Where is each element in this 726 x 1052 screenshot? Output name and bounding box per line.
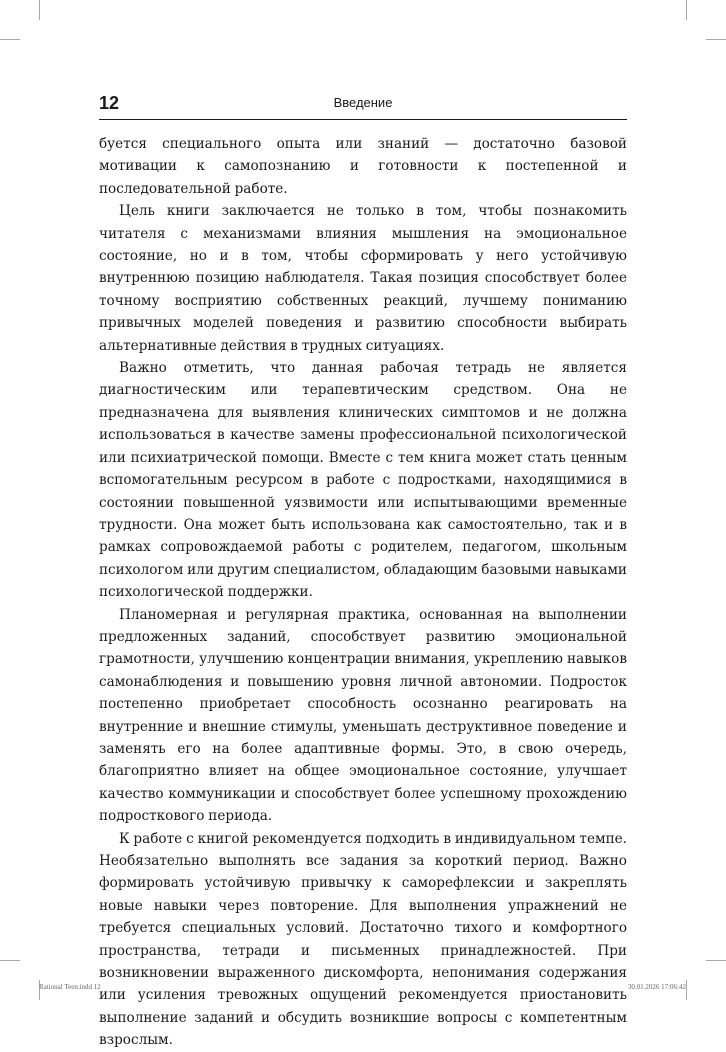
footer-file-info: Rational Teen.indd 12 bbox=[39, 983, 101, 991]
body-text bbox=[99, 133, 627, 1052]
crop-mark bbox=[706, 39, 726, 40]
page-header bbox=[99, 92, 627, 114]
crop-mark bbox=[686, 0, 687, 20]
running-title: Введение bbox=[333, 95, 393, 110]
crop-mark bbox=[0, 960, 20, 961]
paragraph: Планомерная и регулярная практика, основанная на выполнении предложенных заданий, способствует развитию эмоциональной грамотности, улучшению концентрации внимания, укреплению навыков самонаблюдения и повышению уровня личной автономии. Подросток постепенно приобретает способность осознанно реагировать на внутренние и внешние стимулы, уменьшать деструктивное поведение и заменять его на более адаптивные формы. Это, в свою очередь, благоприятно влияет на общее эмоциональное состояние, улучшает качество коммуникации и способствует более успешному прохождению подросткового периода. bbox=[99, 606, 627, 825]
paragraph-continuation: буется специального опыта или знаний — достаточно базовой мотивации к самопознанию и готовности к постепенной и последовательной работе. bbox=[99, 136, 627, 197]
paragraph: Цель книги заключается не только в том, чтобы познакомить читателя с механизмами влияния мышления на эмоциональное состояние, но и в том, чтобы сформировать у него устойчивую внутреннюю позицию наблюдателя. Такая позиция способствует более точному восприятию собственных реакций, лучшему пониманию привычных моделей поведения и развитию способности выбирать альтернативные действия в трудных ситуациях. bbox=[99, 203, 627, 354]
paragraph: Важно отметить, что данная рабочая тетрадь не является диагностическим или терапевтическим средством. Она не предназначена для выявления клинических симптомов и не должна использоваться в качестве замены профессиональной психологической или психиатрической помощи. Вместе с тем книга может стать ценным вспомогательным ресурсом в работе с подростками, находящимися в состоянии повышенной уязвимости или испытывающими временные трудности. Она может быть использована как самостоятельно, так и в рамках сопровождаемой работы с родителем, педагогом, школьным психологом или другим специалистом, обладающим базовыми навыками психологической поддержки. bbox=[99, 360, 627, 601]
crop-mark bbox=[39, 0, 40, 20]
footer-datetime: 30.01.2026 17:06:42 bbox=[627, 983, 686, 991]
crop-mark bbox=[706, 960, 726, 961]
header-rule bbox=[99, 119, 627, 120]
paragraph: К работе с книгой рекомендуется подходить в индивидуальном темпе. Необязательно выполнять все задания за короткий период. Важно формировать устойчивую привычку к саморефлексии и закреплять новые навыки через повторение. Для выполнения упражнений не требуется специальных условий. Достаточно тихого и комфортного пространства, тетради и письменных принадлежностей. При возникновении выраженного дискомфорта, непонимания содержания или усиления тревожных ощущений рекомендуется приостановить выполнение заданий и обсудить возникшие вопросы с компетентным взрослым. bbox=[99, 830, 627, 1049]
crop-mark bbox=[686, 980, 687, 1000]
crop-mark bbox=[0, 39, 20, 40]
page-number: 12 bbox=[99, 93, 120, 113]
